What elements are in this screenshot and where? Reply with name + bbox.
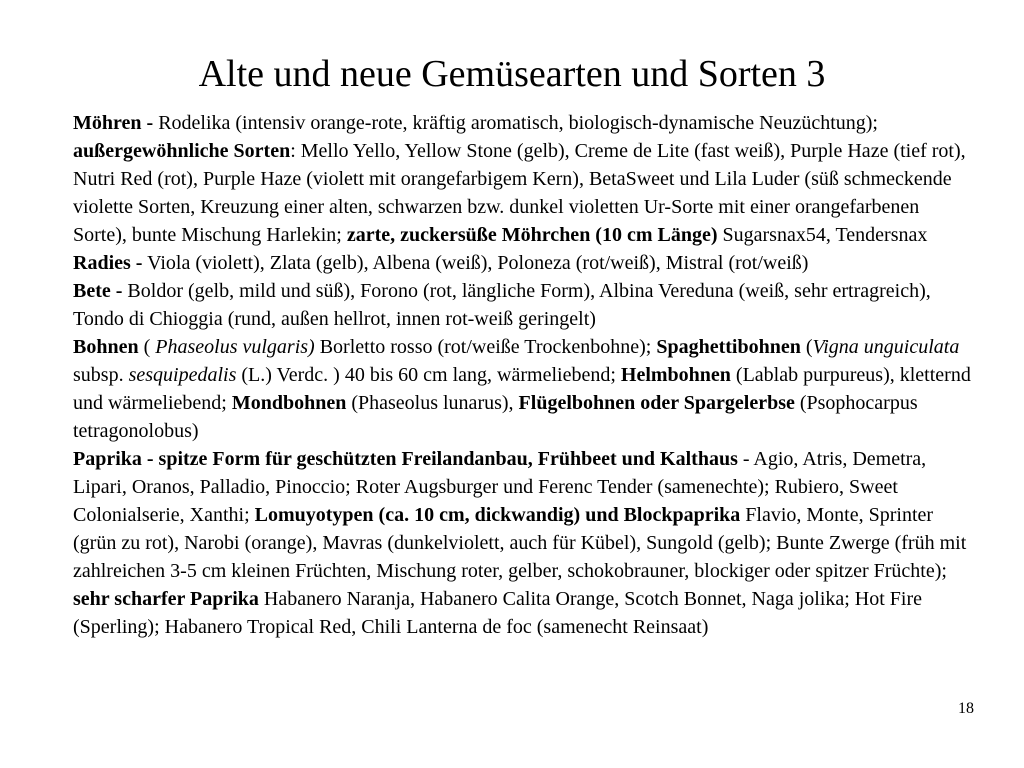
text: Habanero Naranja, Habanero Calita Orange, Scotch Bonnet, Naga jolika; Hot Fire (Sperling); Habanero Tropical Red, Chili Lanterna de foc (samenecht Reinsaat) bbox=[73, 588, 923, 638]
text: - Agio, Atris, Demetra, Lipari, Oranos, Palladio, Pinoccio; Roter Augsburger und Ferenc Tender (samenechte); Rubiero, Sweet Colonialserie, Xanthi; bbox=[73, 448, 927, 526]
label-moehren: Möhren - bbox=[73, 112, 154, 134]
label-bete: Bete - bbox=[73, 280, 123, 302]
slide-title: Alte und neue Gemüsearten und Sorten 3 bbox=[198, 53, 826, 95]
paragraph-bohnen bbox=[73, 333, 978, 445]
bold-text: sehr scharfer Paprika bbox=[73, 588, 259, 610]
paragraph-radies bbox=[73, 249, 978, 277]
bold-text: zarte, zuckersüße Möhrchen (10 cm Länge) bbox=[346, 224, 718, 246]
paragraph-moehren bbox=[73, 109, 978, 249]
label-radies: Radies - bbox=[73, 252, 143, 274]
text: Borletto rosso (rot/weiße Trockenbohne); bbox=[314, 336, 657, 358]
paragraph-bete bbox=[73, 277, 978, 333]
italic-text: sesquipedalis bbox=[128, 364, 237, 386]
italic-text: Vigna unguiculata bbox=[812, 336, 960, 358]
label-bohnen: Bohnen bbox=[73, 336, 139, 358]
bold-text: Mondbohnen bbox=[231, 392, 347, 414]
italic-text: Phaseolus vulgaris) bbox=[155, 336, 315, 358]
bold-text: Flügelbohnen oder Spargelerbse bbox=[518, 392, 795, 414]
slide-body bbox=[73, 109, 978, 641]
bold-text: Spaghettibohnen bbox=[656, 336, 801, 358]
bold-text: Helmbohnen bbox=[620, 364, 731, 386]
text: subsp. bbox=[73, 364, 129, 386]
text: Flavio, Monte, Sprinter (grün zu rot), Narobi (orange), Mavras (dunkelviolett, auch für Kübel), Sungold (gelb); Bunte Zwerge (früh mit zahlreichen 3-5 cm kleinen Früchten, Mischung roter, gelber, schokobrauner, blockiger oder spitzer Früchte); bbox=[73, 504, 967, 582]
bold-text: außergewöhnliche Sorten bbox=[73, 140, 291, 162]
text: (Lablab purpureus), kletternd und wärmeliebend; bbox=[73, 364, 971, 414]
text: (Psophocarpus tetragonolobus) bbox=[73, 392, 918, 442]
text: Boldor (gelb, mild und süß), Forono (rot, längliche Form), Albina Vereduna (weiß, sehr ertragreich), Tondo di Chioggia (rund, außen hellrot, innen rot-weiß geringelt) bbox=[73, 280, 931, 330]
text: Sugarsnax54, Tendersnax bbox=[717, 224, 928, 246]
slide-number: 18 bbox=[958, 700, 974, 717]
text: ( bbox=[138, 336, 156, 358]
paragraph-paprika bbox=[73, 445, 978, 641]
text: (Phaseolus lunarus), bbox=[346, 392, 519, 414]
bold-text: Lomuyotypen (ca. 10 cm, dickwandig) und Blockpaprika bbox=[254, 504, 741, 526]
text: ( bbox=[800, 336, 813, 358]
text: : Mello Yello, Yellow Stone (gelb), Creme de Lite (fast weiß), Purple Haze (tief rot), Nutri Red (rot), Purple Haze (violett mit orangefarbigem Kern), BetaSweet und Lila Luder (süß schmeckende violette Sorten, Kreuzung einer alten, schwarzen bzw. dunkel violetten Ur-Sorte mit einer orangefarbenen Sorte), bunte Mischung Harlekin; bbox=[73, 140, 966, 246]
text: Viola (violett), Zlata (gelb), Albena (weiß), Poloneza (rot/weiß), Mistral (rot/weiß) bbox=[142, 252, 809, 274]
text: Rodelika (intensiv orange-rote, kräftig aromatisch, biologisch-dynamische Neuzüchtung); bbox=[153, 112, 878, 134]
label-paprika: Paprika - spitze Form für geschützten Freilandanbau, Frühbeet und Kalthaus bbox=[73, 448, 738, 470]
text: (L.) Verdc. ) 40 bis 60 cm lang, wärmeliebend; bbox=[236, 364, 621, 386]
